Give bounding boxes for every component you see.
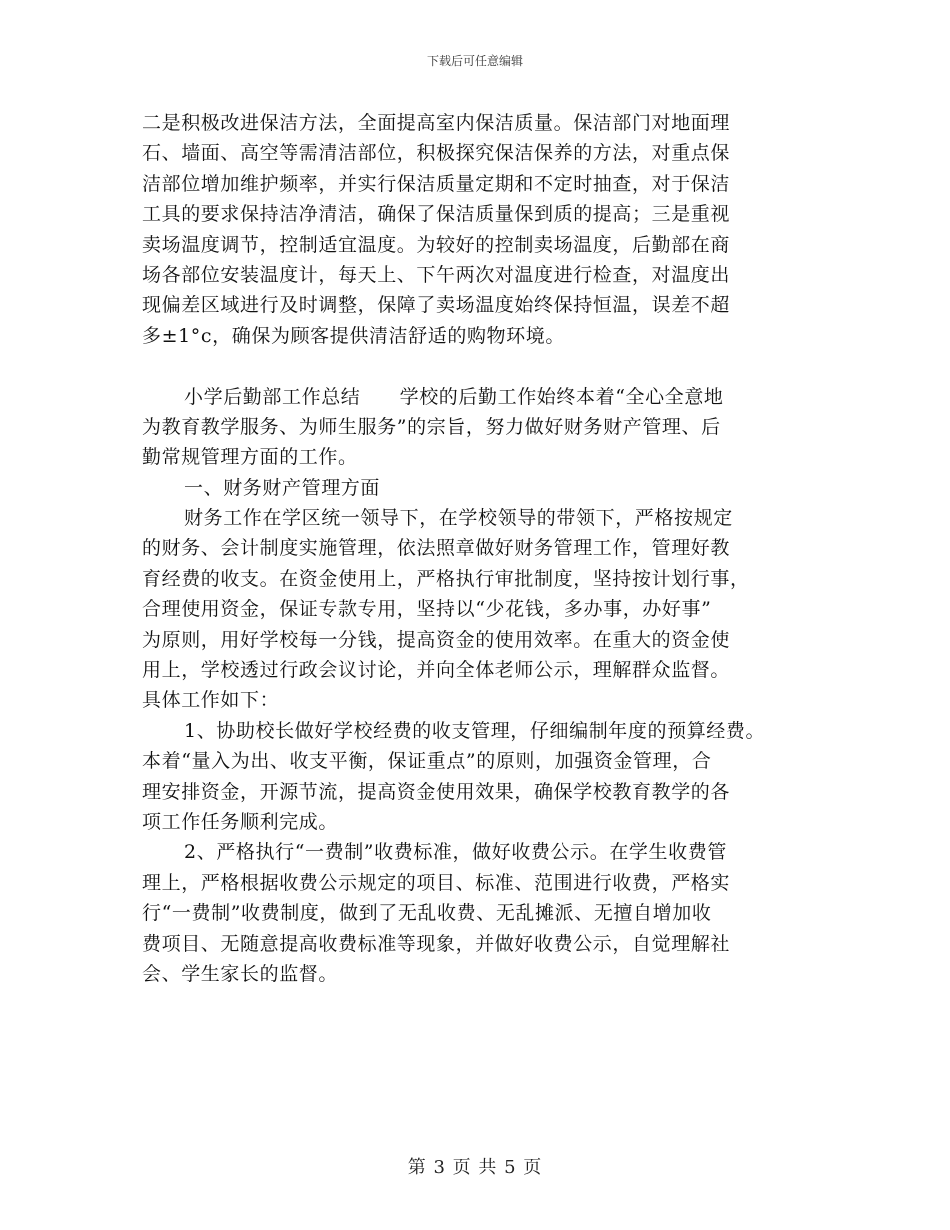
text-line: 费项目、无随意提高收费标准等现象，并做好收费公示，自觉理解社	[142, 932, 731, 955]
text-line: 1、协助校长做好学校经费的收支管理，仔细编制年度的预算经费。	[184, 719, 766, 742]
text-line: 二是积极改进保洁方法，全面提高室内保洁质量。保洁部门对地面理	[142, 112, 731, 134]
text-line: 用上，学校透过行政会议讨论，并向全体老师公示，理解群众监督。	[142, 659, 731, 682]
text-line: 洁部位增加维护频率，并实行保洁质量定期和不定时抽查，对于保洁	[142, 172, 731, 195]
text-line: 的财务、会计制度实施管理，依法照章做好财务管理工作，管理好教	[142, 537, 731, 560]
text-line: 多±1°c，确保为顾客提供清洁舒适的购物环境。	[142, 324, 565, 347]
text-line: 卖场温度调节，控制适宜温度。为较好的控制卖场温度，后勤部在商	[142, 233, 731, 256]
paragraph-gap	[142, 351, 842, 381]
paragraph-item-1	[142, 716, 842, 838]
text-line: 为教育教学服务、为师生服务”的宗旨，努力做好财务财产管理、后	[142, 415, 721, 438]
paragraph-finance-work	[142, 503, 842, 716]
text-line: 项工作任务顺利完成。	[142, 810, 339, 833]
paragraph-item-2	[142, 837, 842, 989]
text-line: 为原则，用好学校每一分钱，提高资金的使用效率。在重大的资金使	[142, 628, 731, 651]
text-line: 合理使用资金，保证专款专用，坚持以“少花钱，多办事，办好事”	[142, 598, 712, 621]
page-number: 第 3 页 共 5 页	[407, 1157, 543, 1178]
text-line: 2、严格执行“一费制”收费标准，做好收费公示。在学生收费管	[184, 841, 727, 864]
text-line: 现偏差区域进行及时调整，保障了卖场温度始终保持恒温，误差不超	[142, 294, 731, 317]
text-line: 理上，严格根据收费公示规定的项目、标准、范围进行收费，严格实	[142, 871, 731, 894]
text-line: 具体工作如下：	[142, 689, 280, 712]
document-body	[142, 108, 842, 989]
section-heading: 一、财务财产管理方面	[184, 476, 381, 499]
text-line: 工具的要求保持洁净清洁，确保了保洁质量保到质的提高；三是重视	[142, 203, 731, 226]
text-line: 小学后勤部工作总结 学校的后勤工作始终本着“全心全意地	[184, 385, 724, 408]
text-line: 理安排资金，开源节流，提高资金使用效果，确保学校教育教学的各	[142, 780, 731, 803]
text-line: 会、学生家长的监督。	[142, 962, 339, 985]
text-line: 行“一费制”收费制度，做到了无乱收费、无乱摊派、无擅自增加收	[142, 902, 712, 925]
page-header-note: 下载后可任意编辑	[426, 54, 523, 68]
text-line: 育经费的收支。在资金使用上，严格执行审批制度，坚持按计划行事，	[142, 567, 750, 590]
text-line: 本着“量入为出、收支平衡，保证重点”的原则，加强资金管理，合	[142, 750, 712, 773]
paragraph-summary-intro	[142, 382, 842, 473]
paragraph-cleaning-methods	[142, 108, 842, 351]
text-line: 勤常规管理方面的工作。	[142, 446, 358, 469]
text-line: 场各部位安装温度计，每天上、下午两次对温度进行检查，对温度出	[142, 263, 731, 286]
text-line: 石、墙面、高空等需清洁部位，积极探究保洁保养的方法，对重点保	[142, 142, 731, 165]
text-line: 财务工作在学区统一领导下，在学校领导的带领下，严格按规定	[184, 507, 733, 530]
section-heading-finance	[142, 473, 842, 503]
